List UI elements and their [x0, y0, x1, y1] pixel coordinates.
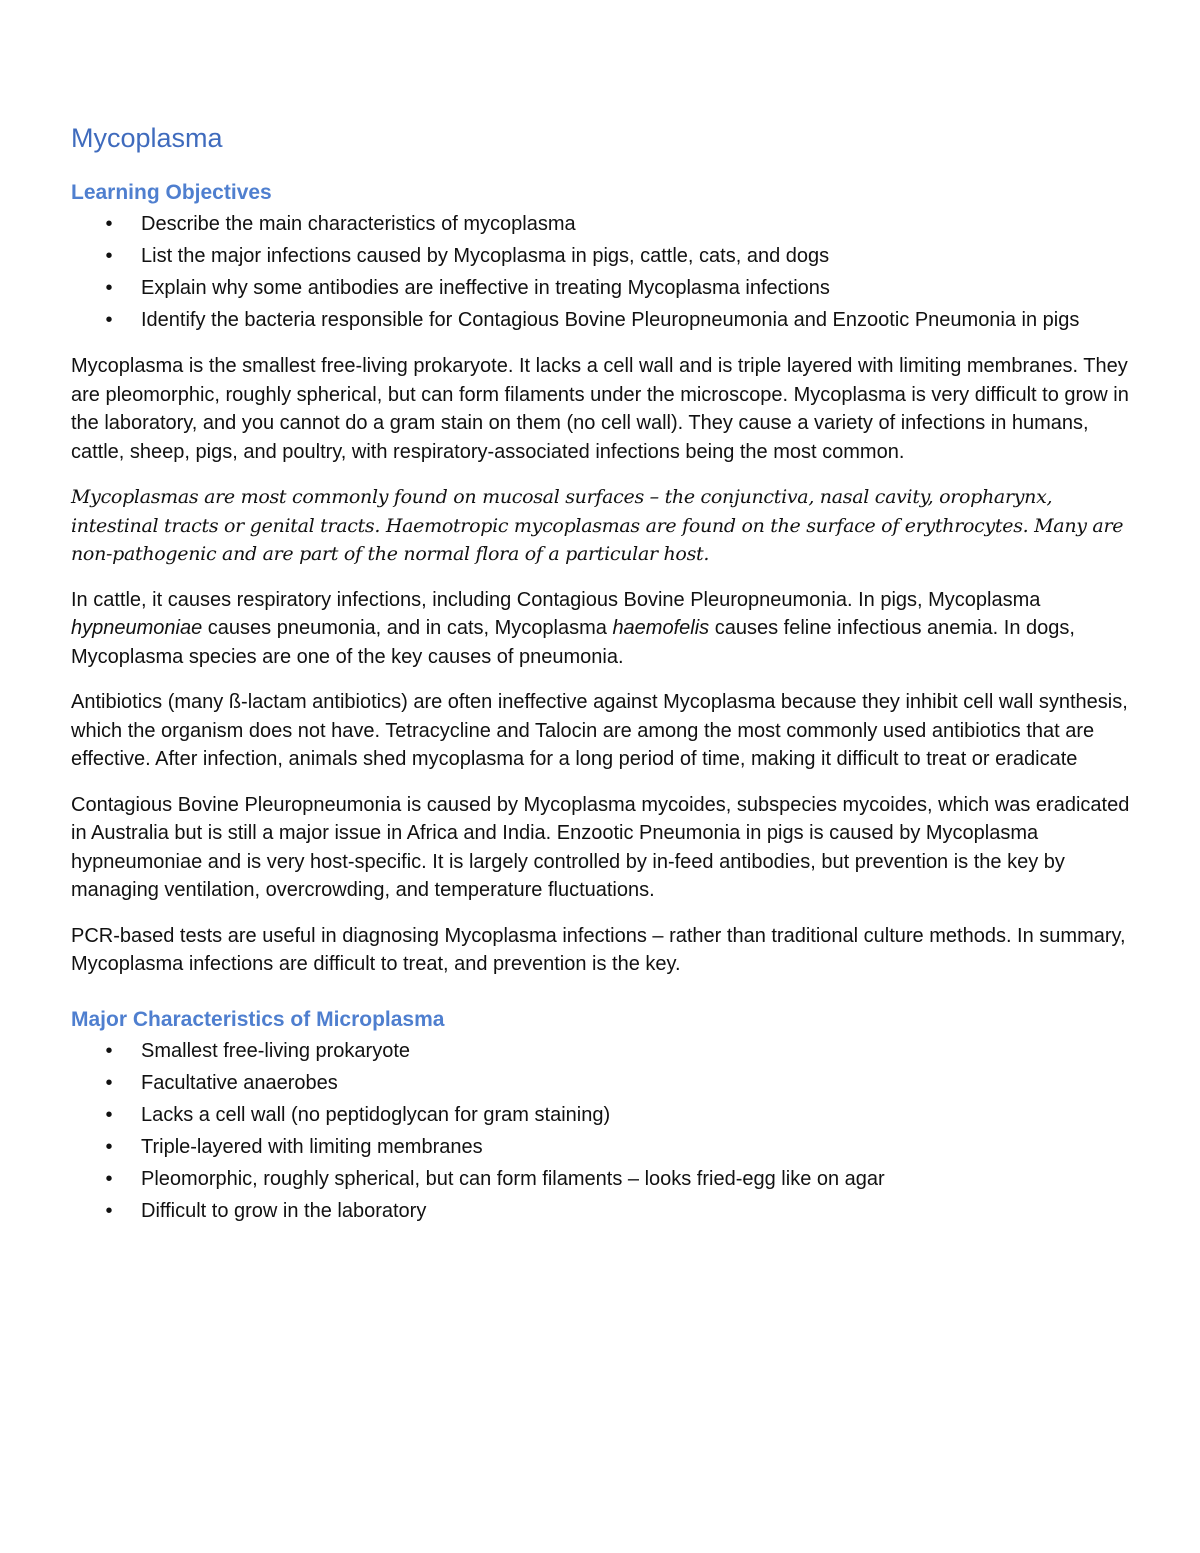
- list-item: [71, 1197, 1131, 1226]
- text-run: causes feline infectious anemia. In dogs, Mycoplasma species are one of the key causes of pneumonia.: [71, 617, 1075, 668]
- list-item-text: List the major infections caused by Mycoplasma in pigs, cattle, cats, and dogs: [141, 245, 830, 267]
- paragraph-cbpp: Contagious Bovine Pleuropneumonia is caused by Mycoplasma mycoides, subspecies mycoides, which was eradicated in Australia but is still a major issue in Africa and India. Enzootic Pneumonia in pigs is caused by Mycoplasma hypneumoniae and is very host-specific. It is largely controlled by in-feed antibodies, but prevention is the key by managing ventilation, overcrowding, and temperature fluctuations.: [71, 793, 1130, 901]
- text-run: causes pneumonia, and in cats, Mycoplasma: [202, 617, 613, 639]
- list-item: [71, 274, 1131, 303]
- document-content: [71, 118, 1131, 1243]
- list-item-text: Facultative anaerobes: [141, 1071, 338, 1094]
- bullet-icon: •: [105, 1167, 113, 1190]
- list-item-text: Identify the bacteria responsible for Contagious Bovine Pleuropneumonia and Enzootic Pneumonia in pigs: [141, 309, 1080, 331]
- learning-objectives-list: [71, 210, 1131, 335]
- major-characteristics-list: [71, 1037, 1131, 1226]
- paragraph-habitat: Mycoplasmas are most commonly found on mucosal surfaces – the conjunctiva, nasal cavity, oropharynx, intestinal tracts or genital tracts. Haemotropic mycoplasmas are found on the surface of erythrocytes. Many are non-pathogenic and are part of the normal flora of a particular host.: [71, 486, 1124, 565]
- learning-objectives-heading: Learning Objectives: [71, 181, 272, 204]
- bullet-icon: •: [105, 277, 113, 299]
- bullet-icon: •: [105, 309, 113, 331]
- bullet-icon: •: [105, 213, 113, 235]
- major-characteristics-heading: Major Characteristics of Microplasma: [71, 1007, 445, 1031]
- list-item: [71, 210, 1131, 239]
- list-item-text: Triple-layered with limiting membranes: [141, 1135, 483, 1158]
- list-item: [71, 1069, 1131, 1098]
- paragraph-overview: Mycoplasma is the smallest free-living prokaryote. It lacks a cell wall and is triple layered with limiting membranes. They are pleomorphic, roughly spherical, but can form filaments under the microscope. Mycoplasma is very difficult to grow in the laboratory, and you cannot do a gram stain on them (no cell wall). They cause a variety of infections in humans, cattle, sheep, pigs, and poultry, with respiratory-associated infections being the most common.: [71, 355, 1129, 463]
- paragraph-diagnosis: PCR-based tests are useful in diagnosing Mycoplasma infections – rather than traditional culture methods. In summary, Mycoplasma infections are difficult to treat, and prevention is the key.: [71, 924, 1126, 975]
- list-item: [71, 242, 1131, 271]
- bullet-icon: •: [105, 245, 113, 267]
- list-item: [71, 1165, 1131, 1194]
- list-item-text: Difficult to grow in the laboratory: [141, 1199, 427, 1222]
- list-item-text: Explain why some antibodies are ineffective in treating Mycoplasma infections: [141, 277, 830, 299]
- paragraph-infections: [71, 586, 1131, 672]
- list-item: [71, 1037, 1131, 1066]
- species-name: hypneumoniae: [71, 617, 203, 639]
- list-item-text: Pleomorphic, roughly spherical, but can form filaments – looks fried-egg like on agar: [141, 1167, 885, 1190]
- list-item-text: Describe the main characteristics of mycoplasma: [141, 213, 576, 235]
- list-item: [71, 1133, 1131, 1162]
- bullet-icon: •: [105, 1039, 113, 1062]
- bullet-icon: •: [105, 1103, 113, 1126]
- list-item: [71, 306, 1131, 335]
- text-run: In cattle, it causes respiratory infections, including Contagious Bovine Pleuropneumonia. In pigs, Mycoplasma: [71, 588, 1041, 611]
- list-item: [71, 1101, 1131, 1130]
- list-item-text: Lacks a cell wall (no peptidoglycan for gram staining): [141, 1103, 611, 1126]
- page-title: Mycoplasma: [71, 123, 223, 153]
- bullet-icon: •: [105, 1199, 113, 1222]
- bullet-icon: •: [105, 1135, 113, 1158]
- species-name: haemofelis: [612, 617, 710, 639]
- bullet-icon: •: [105, 1071, 113, 1094]
- list-item-text: Smallest free-living prokaryote: [141, 1039, 410, 1062]
- paragraph-antibiotics: Antibiotics (many ß-lactam antibiotics) are often ineffective against Mycoplasma because they inhibit cell wall synthesis, which the organism does not have. Tetracycline and Talocin are among the most commonly used antibiotics that are effective. After infection, animals shed mycoplasma for a long period of time, making it difficult to treat or eradicate: [71, 691, 1128, 770]
